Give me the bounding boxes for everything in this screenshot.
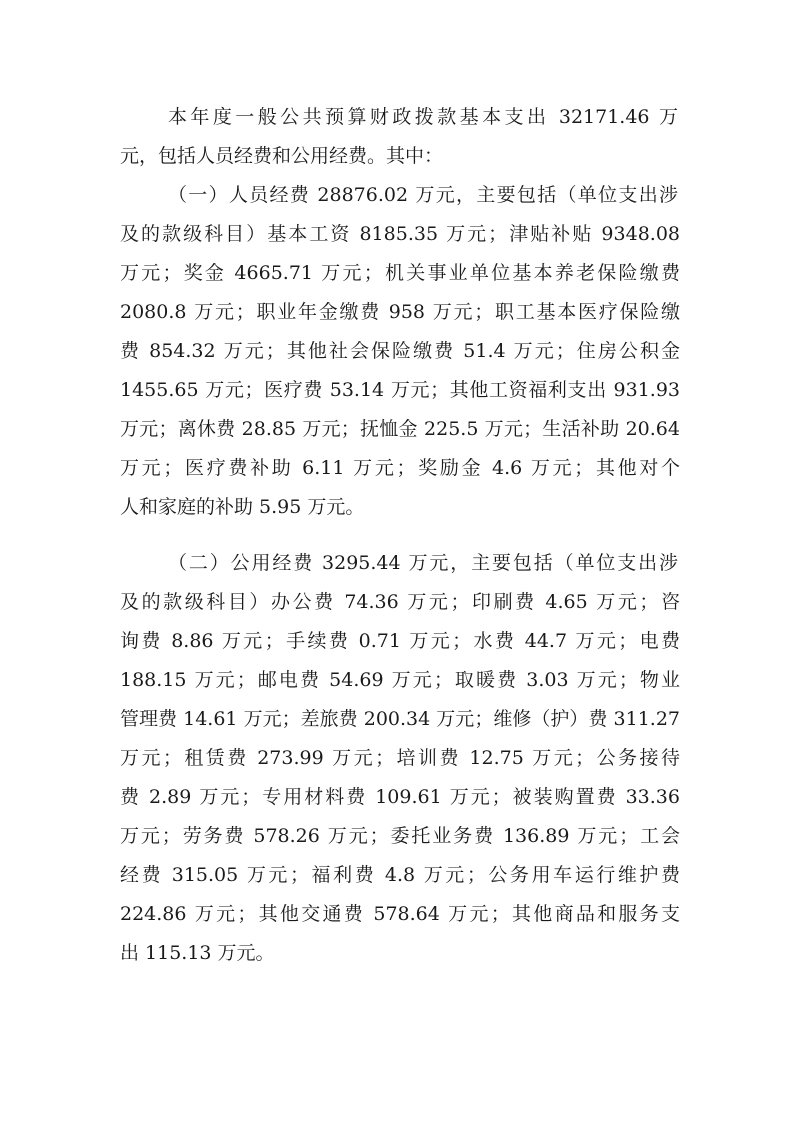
- section1-line-7: 万元；离休费 28.85 万元；抚恤金 225.5 万元；生活补助 20.64: [120, 418, 680, 440]
- section2-line-8: 万元；劳务费 578.26 万元；委托业务费 136.89 万元；工会: [120, 825, 680, 847]
- section1-line-6: 1455.65 万元；医疗费 53.14 万元；其他工资福利支出 931.93: [120, 379, 680, 401]
- section2-line-1: （二）公用经费 3295.44 万元，主要包括（单位支出涉: [168, 552, 678, 574]
- section1-line-9: 人和家庭的补助 5.95 万元。: [120, 496, 365, 518]
- section2-line-10: 224.86 万元；其他交通费 578.64 万元；其他商品和服务支: [120, 903, 680, 925]
- section1-line-8: 万元；医疗费补助 6.11 万元；奖励金 4.6 万元；其他对个: [120, 457, 680, 479]
- intro-line-2: 元，包括人员经费和公用经费。其中：: [120, 145, 444, 167]
- section2-line-9: 经费 315.05 万元；福利费 4.8 万元；公务用车运行维护费: [120, 864, 680, 886]
- section1-line-4: 2080.8 万元；职业年金缴费 958 万元；职工基本医疗保险缴: [120, 301, 680, 323]
- section1-line-3: 万元；奖金 4665.71 万元；机关事业单位基本养老保险缴费: [120, 262, 680, 284]
- section2-line-7: 费 2.89 万元；专用材料费 109.61 万元；被装购置费 33.36: [120, 786, 680, 808]
- section2-line-11: 出 115.13 万元。: [120, 942, 275, 964]
- section2-line-6: 万元；租赁费 273.99 万元；培训费 12.75 万元；公务接待: [120, 747, 680, 769]
- section2-line-2: 及的款级科目）办公费 74.36 万元；印刷费 4.65 万元；咨: [120, 591, 680, 613]
- section2-line-5: 管理费 14.61 万元；差旅费 200.34 万元；维修（护）费 311.27: [120, 708, 680, 730]
- section2-line-3: 询费 8.86 万元；手续费 0.71 万元；水费 44.7 万元；电费: [120, 630, 680, 652]
- section1-line-1: （一）人员经费 28876.02 万元，主要包括（单位支出涉: [168, 184, 678, 206]
- intro-line-1: 本年度一般公共预算财政拨款基本支出 32171.46 万: [168, 106, 678, 128]
- section2-line-4: 188.15 万元；邮电费 54.69 万元；取暖费 3.03 万元；物业: [120, 669, 680, 691]
- section1-line-2: 及的款级科目）基本工资 8185.35 万元；津贴补贴 9348.08: [120, 223, 680, 245]
- section1-line-5: 费 854.32 万元；其他社会保险缴费 51.4 万元；住房公积金: [120, 340, 680, 362]
